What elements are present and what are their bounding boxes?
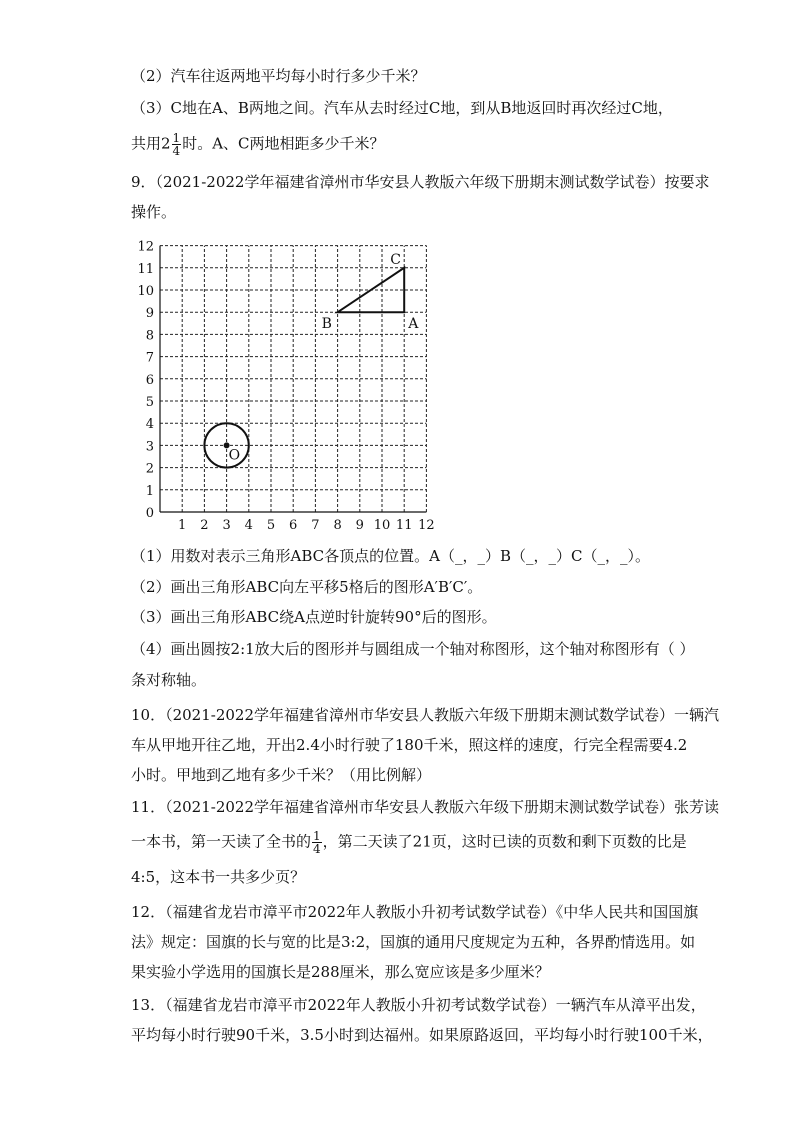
q9-sub4-line1: （4）画出圆按2:1放大后的图形并与圆组成一个轴对称图形，这个轴对称图形有（ ） [131,640,695,658]
q12-line2: 法》规定：国旗的长与宽的比是3:2，国旗的通用尺度规定为五种，各界酌情选用。如 [131,933,696,951]
fraction-denominator: 4 [172,144,181,158]
fraction-one-quarter [172,132,182,157]
fraction-denominator: 4 [313,842,321,856]
q10-line2: 车从甲地开往乙地，开出2.4小时行驶了180千米，照这样的速度，行完全程需要4.2 [131,736,688,754]
y-tick-label: 0 [145,506,154,521]
q9-sub1: （1）用数对表示三角形ABC各顶点的位置。A（_，_）B（_，_）C（_，_）。 [131,547,650,565]
q11-text-a: 一本书，第一天读了全书的 [131,832,312,851]
y-tick-label: 3 [145,439,154,455]
q12-line3: 果实验小学选用的国旗长是288厘米，那么宽应该是多少厘米？ [131,963,550,981]
y-tick-label: 12 [137,239,154,255]
q11-line1: 11．（2021-2022学年福建省漳州市华安县人教版六年级下册期末测试数学试卷）张芳读 [131,798,720,816]
q10-line3: 小时。甲地到乙地有多少千米？（用比例解） [131,766,432,784]
y-tick-label: 11 [137,261,154,277]
q9-sub4-line2: 条对称轴。 [131,671,207,689]
q11-line2 [131,830,687,855]
q9-sub3: （3）画出三角形ABC绕A点逆时针旋转90°后的图形。 [131,608,497,626]
y-tick-label: 6 [145,372,154,388]
y-tick-label: 7 [145,350,154,366]
q10-line1: 10．（2021-2022学年福建省漳州市华安县人教版六年级下册期末测试数学试卷）一辆汽 [131,706,720,724]
x-tick-label: 7 [311,518,320,533]
circle-center-label: O [228,447,241,464]
y-tick-label: 4 [145,417,154,433]
coordinate-grid [130,235,440,535]
y-tick-label: 5 [145,395,154,410]
q9-heading-line1: 9．（2021-2022学年福建省漳州市华安县人教版六年级下册期末测试数学试卷）按要求 [131,173,710,191]
q8-part3-line1: （3）C地在A、B两地之间。汽车从去时经过C地，到从B地返回时再次经过C地， [131,99,673,117]
q8-part2: （2）汽车往返两地平均每小时行多少千米？ [131,67,426,85]
vertex-label-b: B [321,316,332,333]
x-tick-label: 3 [222,518,231,533]
x-tick-label: 1 [178,518,187,533]
q11-line3: 4:5，这本书一共多少页？ [131,868,306,886]
x-tick-label: 8 [333,518,342,533]
x-tick-label: 2 [200,518,209,533]
vertex-label-c: C [390,251,401,268]
y-tick-label: 10 [137,284,154,299]
x-tick-label: 4 [244,518,253,533]
x-tick-label: 9 [355,518,364,533]
q8-part3-text-b: 时。A、C两地相距多少千米？ [182,134,385,153]
y-axis-ticks [137,240,154,521]
grid-lines [160,246,426,512]
q9-sub2: （2）画出三角形ABC向左平移5格后的图形A′B′C′。 [131,578,483,596]
x-tick-label: 10 [373,518,391,533]
q9-heading-line2: 操作。 [131,203,177,221]
y-tick-label: 1 [145,483,154,499]
x-tick-label: 6 [289,518,298,533]
q13-line2: 平均每小时行驶90千米，3.5小时到达福州。如果原路返回，平均每小时行驶100千米， [131,1026,713,1044]
x-tick-label: 11 [395,518,413,533]
q8-part3-text-a: 共用2 [131,134,171,153]
q13-line1: 13．（福建省龙岩市漳平市2022年人教版小升初考试数学试卷）一辆汽车从漳平出发， [131,996,706,1014]
x-tick-label: 5 [266,518,276,533]
vertex-label-a: A [408,316,419,333]
x-axis-ticks [178,518,435,533]
x-tick-label: 12 [418,518,435,533]
y-tick-label: 2 [145,461,154,477]
q11-text-b: ，第二天读了21页，这时已读的页数和剩下页数的比是 [322,832,687,851]
y-tick-label: 9 [145,306,154,322]
fraction-numerator: 1 [313,829,321,843]
y-tick-label: 8 [145,328,154,344]
q8-part3-line2 [131,132,385,157]
q12-line1: 12．（福建省龙岩市漳平市2022年人教版小升初考试数学试卷）《中华人民共和国国旗 [131,903,699,921]
fraction-numerator: 1 [172,131,181,145]
fraction-one-quarter [312,830,322,855]
figure-shapes [204,252,419,468]
